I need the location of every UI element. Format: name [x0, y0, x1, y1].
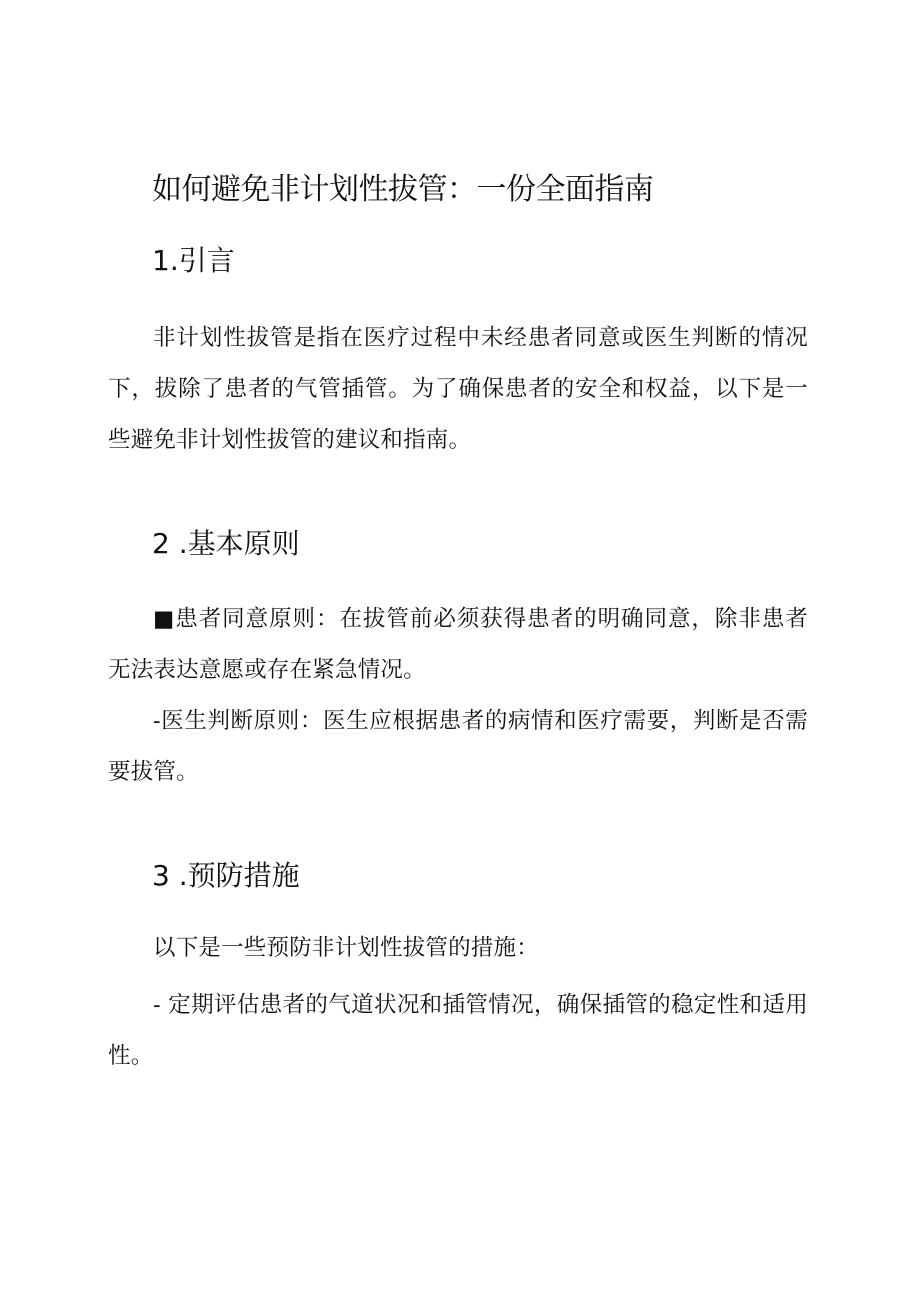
section-heading-principles: 2 .基本原则	[152, 527, 300, 560]
section-heading-prevention: 3 .预防措施	[152, 859, 300, 892]
prevention-item-paragraph: - 定期评估患者的气道状况和插管情况，确保插管的稳定性和适用性。	[108, 992, 808, 1069]
section-heading-introduction: 1.引言	[152, 244, 235, 277]
prevention-intro-paragraph: 以下是一些预防非计划性拔管的措施：	[153, 935, 539, 961]
principle-consent-paragraph: ■患者同意原则：在拔管前必须获得患者的明确同意，除非患者无法表达意愿或存在紧急情况。	[108, 606, 808, 683]
principle-doctor-paragraph: -医生判断原则：医生应根据患者的病情和医疗需要，判断是否需要拔管。	[108, 708, 808, 785]
document-title: 如何避免非计划性拔管：一份全面指南	[152, 172, 654, 207]
introduction-paragraph: 非计划性拔管是指在医疗过程中未经患者同意或医生判断的情况下，拔除了患者的气管插管。为了确保患者的安全和权益，以下是一些避免非计划性拔管的建议和指南。	[108, 325, 808, 453]
